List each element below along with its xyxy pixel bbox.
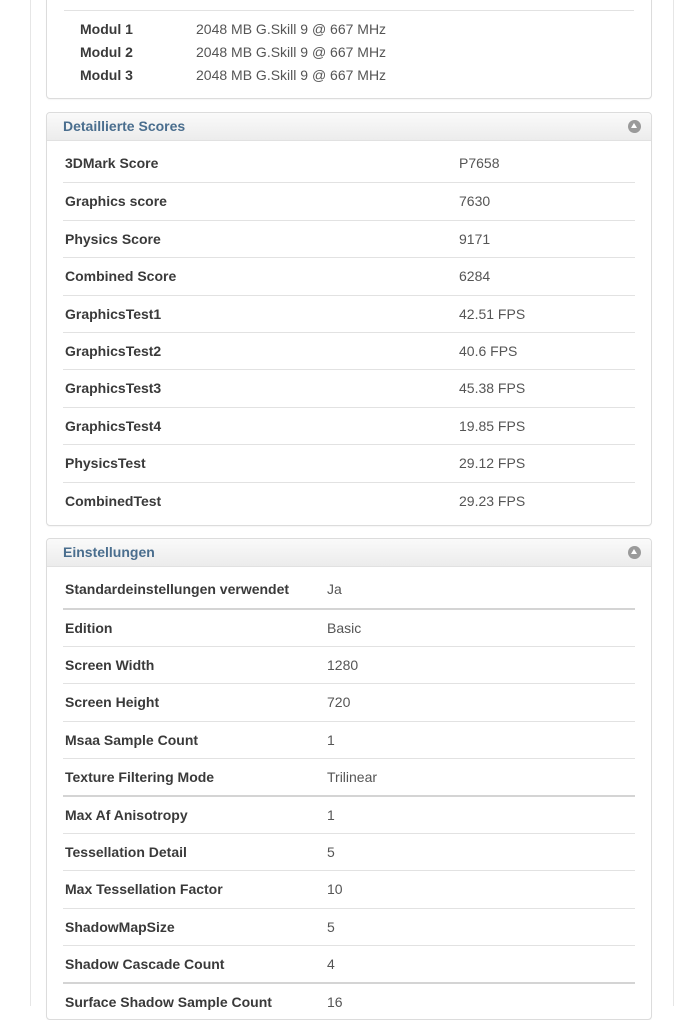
memory-module-label: Modul 1: [80, 21, 133, 37]
row-value: 6284: [459, 268, 491, 285]
table-row: [63, 220, 635, 257]
row-label: Max Tessellation Factor: [65, 881, 223, 898]
table-row: [63, 683, 635, 720]
row-label: GraphicsTest1: [65, 305, 162, 322]
table-row: [63, 646, 635, 683]
table-row: [63, 908, 635, 945]
row-value: 4: [327, 955, 335, 972]
memory-module-value: 2048 MB G.Skill 9 @ 667 MHz: [196, 67, 387, 83]
table-row: [63, 870, 635, 907]
circle-arrow-up-icon[interactable]: [628, 120, 641, 133]
row-value: Ja: [327, 581, 342, 597]
detailed-scores-header[interactable]: [47, 113, 651, 141]
row-value: 1: [327, 731, 335, 748]
row-label: Surface Shadow Sample Count: [65, 994, 272, 1011]
row-value: Trilinear: [327, 768, 378, 785]
row-value: 42.51 FPS: [459, 305, 526, 322]
circle-arrow-up-icon[interactable]: [628, 546, 641, 559]
row-value: 720: [327, 694, 351, 711]
row-label: Physics Score: [65, 230, 161, 247]
row-label: Msaa Sample Count: [65, 731, 199, 748]
scores-table: [47, 141, 651, 519]
row-value: 9171: [459, 230, 491, 247]
row-label: Graphics score: [65, 193, 167, 210]
table-row: [63, 444, 635, 481]
memory-module-value: 2048 MB G.Skill 9 @ 667 MHz: [196, 21, 387, 37]
row-label: Standardeinstellungen verwendet: [65, 581, 290, 597]
memory-divider: [64, 10, 634, 11]
settings-panel: [46, 538, 652, 1020]
row-value: 1280: [327, 656, 359, 673]
row-label: Max Af Anisotropy: [65, 807, 188, 824]
row-value: 5: [327, 843, 335, 860]
row-label: GraphicsTest2: [65, 342, 162, 359]
row-label: Tessellation Detail: [65, 843, 187, 860]
table-row: [63, 721, 635, 758]
table-row: [63, 407, 635, 444]
settings-header[interactable]: [47, 539, 651, 567]
table-row: [63, 182, 635, 219]
panel-title: Detaillierte Scores: [63, 118, 186, 134]
table-row: [63, 758, 635, 795]
table-row: [63, 571, 635, 608]
memory-module-label: Modul 2: [80, 44, 133, 60]
table-row: [63, 982, 635, 1019]
row-value: 19.85 FPS: [459, 417, 526, 434]
memory-module-value: 2048 MB G.Skill 9 @ 667 MHz: [196, 44, 387, 60]
table-row: [63, 295, 635, 332]
row-label: PhysicsTest: [65, 455, 146, 472]
row-value: P7658: [459, 155, 500, 171]
row-value: 1: [327, 807, 335, 824]
table-row: [63, 332, 635, 369]
row-label: Combined Score: [65, 268, 177, 285]
table-row: [63, 369, 635, 406]
table-row: [63, 257, 635, 294]
row-value: 29.12 FPS: [459, 455, 526, 472]
settings-table: [47, 567, 651, 1020]
row-label: GraphicsTest4: [65, 417, 162, 434]
row-value: 5: [327, 918, 335, 935]
row-label: Edition: [65, 620, 113, 637]
row-value: 45.38 FPS: [459, 380, 526, 397]
table-row: [63, 145, 635, 182]
detailed-scores-panel: [46, 112, 652, 526]
row-label: CombinedTest: [65, 492, 162, 509]
row-label: Screen Height: [65, 694, 160, 711]
table-row: [63, 482, 635, 519]
row-label: 3DMark Score: [65, 155, 159, 171]
row-label: Texture Filtering Mode: [65, 768, 215, 785]
row-label: GraphicsTest3: [65, 380, 162, 397]
table-row: [63, 833, 635, 870]
memory-module-label: Modul 3: [80, 67, 133, 83]
table-row: [63, 795, 635, 832]
table-row: [63, 608, 635, 645]
row-value: Basic: [327, 620, 362, 637]
row-label: Screen Width: [65, 656, 155, 673]
row-label: Shadow Cascade Count: [65, 955, 225, 972]
row-value: 7630: [459, 193, 491, 210]
row-value: 29.23 FPS: [459, 492, 526, 509]
row-value: 10: [327, 881, 343, 898]
panel-title: Einstellungen: [63, 544, 155, 560]
row-label: ShadowMapSize: [65, 918, 175, 935]
row-value: 40.6 FPS: [459, 342, 518, 359]
row-value: 16: [327, 994, 343, 1011]
table-row: [63, 945, 635, 982]
